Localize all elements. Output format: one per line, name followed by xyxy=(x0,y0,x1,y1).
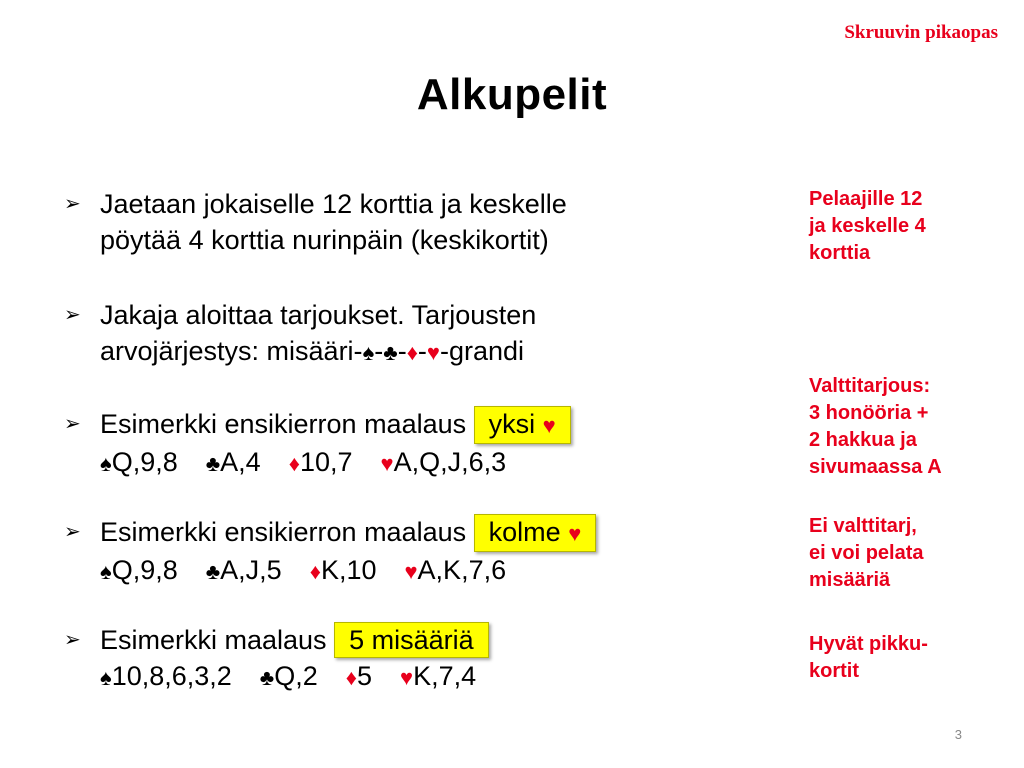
spade-icon: ♠ xyxy=(362,340,375,365)
bid-highlight xyxy=(474,514,597,552)
hearts-cards: K,7,4 xyxy=(413,661,477,691)
hand-diamonds xyxy=(310,555,377,585)
bullet-list xyxy=(64,186,784,733)
diamonds-cards: 10,7 xyxy=(299,447,353,477)
bullet-line: pöytää 4 korttia nurinpäin (keskikortit) xyxy=(100,225,549,255)
clubs-cards: A,4 xyxy=(220,447,261,477)
diamonds-cards: K,10 xyxy=(320,555,377,585)
hand-diamonds xyxy=(346,661,372,691)
hearts-cards: A,K,7,6 xyxy=(417,555,507,585)
bullet-item xyxy=(64,514,784,590)
note-line: korttia xyxy=(809,242,871,264)
bid-order-line xyxy=(100,333,784,371)
example-line xyxy=(100,622,784,658)
hand-hearts xyxy=(404,555,506,585)
note-line: Pelaajille 12 xyxy=(809,188,923,210)
bullet-arrow-icon: ➢ xyxy=(64,304,81,326)
bullet-item xyxy=(64,186,784,258)
slide-title: Alkupelit xyxy=(416,70,608,119)
club-icon: ♣ xyxy=(205,559,221,584)
diamond-icon: ♦ xyxy=(345,665,357,690)
note-line: Ei valttitarj, xyxy=(809,515,917,537)
example-text: Esimerkki ensikierron maalaus xyxy=(100,517,467,547)
club-icon: ♣ xyxy=(383,340,398,365)
hand-spades xyxy=(100,447,178,477)
hearts-cards: A,Q,J,6,3 xyxy=(393,447,507,477)
spade-icon: ♠ xyxy=(100,451,112,476)
heart-icon: ♥ xyxy=(400,665,414,690)
bid-label: 5 misääriä xyxy=(349,625,474,655)
spade-icon: ♠ xyxy=(100,665,112,690)
side-note xyxy=(809,631,928,685)
bid-highlight xyxy=(474,406,571,444)
header-note: Skruuvin pikaopas xyxy=(844,22,998,43)
note-line: Hyvät pikku- xyxy=(809,633,928,655)
bullet-arrow-icon: ➢ xyxy=(64,521,81,543)
hand-clubs xyxy=(260,661,318,691)
bid-label: yksi xyxy=(488,409,536,439)
note-line: misääriä xyxy=(809,569,891,591)
note-line: ei voi pelata xyxy=(809,542,924,564)
bullet-arrow-icon: ➢ xyxy=(64,413,81,435)
heart-icon: ♥ xyxy=(542,413,556,438)
note-line: Valttitarjous: xyxy=(809,375,931,397)
hand-spades xyxy=(100,555,178,585)
example-text: Esimerkki maalaus xyxy=(100,625,327,655)
separator: - xyxy=(417,336,427,366)
hand-spades xyxy=(100,661,232,691)
bullet-item xyxy=(64,297,784,371)
page-number: 3 xyxy=(954,727,962,742)
hand-line xyxy=(100,552,784,590)
spade-icon: ♠ xyxy=(100,559,112,584)
heart-icon: ♥ xyxy=(568,521,582,546)
club-icon: ♣ xyxy=(205,451,221,476)
example-line xyxy=(100,406,784,444)
side-note xyxy=(809,513,924,594)
spades-cards: 10,8,6,3,2 xyxy=(111,661,232,691)
note-line: 3 honööria + xyxy=(809,402,929,424)
note-line: sivumaassa A xyxy=(809,456,942,478)
heart-icon: ♥ xyxy=(380,451,394,476)
bid-order-prefix: arvojärjestys: misääri- xyxy=(100,336,363,366)
diamonds-cards: 5 xyxy=(357,661,373,691)
hand-line xyxy=(100,444,784,482)
side-note xyxy=(809,186,926,267)
hand-hearts xyxy=(400,661,476,691)
bullet-line: Jakaja aloittaa tarjoukset. Tarjousten xyxy=(100,300,537,330)
bullet-line: Jaetaan jokaiselle 12 korttia ja keskelle xyxy=(100,189,567,219)
bid-highlight xyxy=(334,622,489,658)
hand-line xyxy=(100,658,784,696)
side-note xyxy=(809,373,942,481)
heart-icon: ♥ xyxy=(426,340,440,365)
bullet-item xyxy=(64,406,784,482)
note-line: kortit xyxy=(809,660,859,682)
clubs-cards: A,J,5 xyxy=(220,555,282,585)
bullet-arrow-icon: ➢ xyxy=(64,629,81,651)
hand-clubs xyxy=(206,555,282,585)
hand-clubs xyxy=(206,447,261,477)
club-icon: ♣ xyxy=(259,665,275,690)
note-line: 2 hakkua ja xyxy=(809,429,917,451)
example-line xyxy=(100,514,784,552)
diamond-icon: ♦ xyxy=(288,451,300,476)
heart-icon: ♥ xyxy=(404,559,418,584)
separator: - xyxy=(374,336,384,366)
hand-hearts xyxy=(381,447,507,477)
spades-cards: Q,9,8 xyxy=(111,555,178,585)
spades-cards: Q,9,8 xyxy=(111,447,178,477)
bid-label: kolme xyxy=(488,517,561,547)
diamond-icon: ♦ xyxy=(406,340,418,365)
bid-order-suffix: -grandi xyxy=(439,336,525,366)
separator: - xyxy=(397,336,407,366)
example-text: Esimerkki ensikierron maalaus xyxy=(100,409,467,439)
bullet-item xyxy=(64,622,784,696)
diamond-icon: ♦ xyxy=(309,559,321,584)
bullet-arrow-icon: ➢ xyxy=(64,193,81,215)
note-line: ja keskelle 4 xyxy=(809,215,926,237)
hand-diamonds xyxy=(289,447,353,477)
clubs-cards: Q,2 xyxy=(274,661,318,691)
